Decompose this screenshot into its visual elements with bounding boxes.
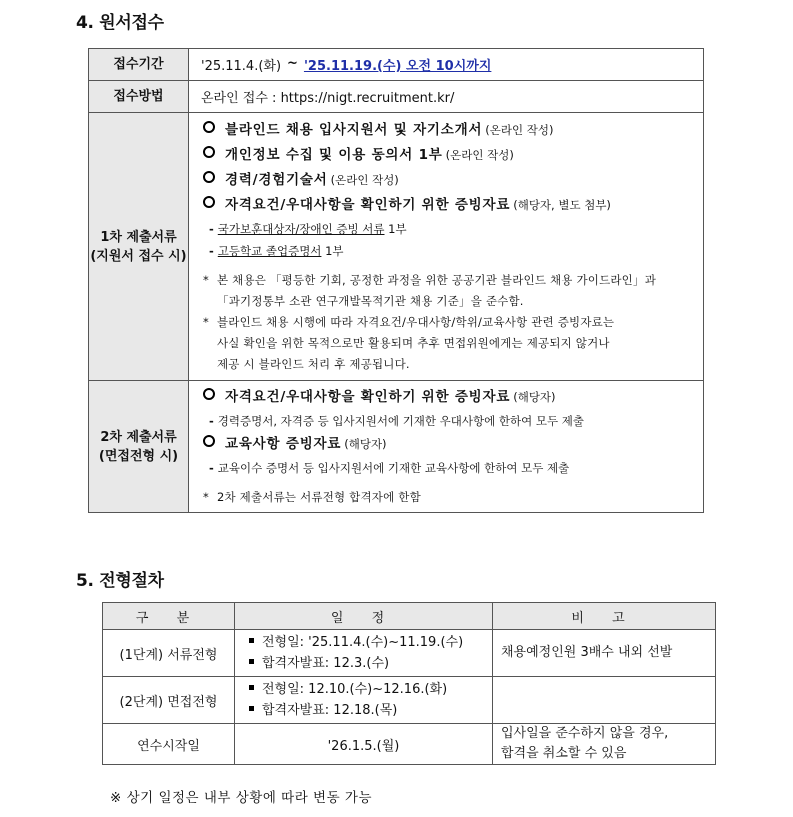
header-remarks: 비 고	[493, 603, 716, 630]
square-bullet-icon	[249, 659, 254, 664]
period-tilde: ~	[287, 56, 298, 71]
stage-cell: (2단계) 면접전형	[103, 677, 235, 724]
first-label-line2: (지원서 접수 시)	[90, 248, 187, 264]
square-bullet-icon	[249, 685, 254, 690]
period-start: '25.11.4.(화)	[201, 59, 282, 74]
period-row	[89, 49, 704, 81]
remark-cell: 채용예정인원 3배수 내외 선발	[493, 630, 716, 677]
first-note: * 본 채용은 「평등한 기회, 공정한 과정을 위한 공공기관 블라인드 채용 가이드라인」과 「과기정통부 소관 연구개발목적기관 채용 기준」을 준수함.	[203, 273, 657, 308]
second-documents-content	[189, 381, 704, 513]
circle-bullet-icon	[203, 435, 215, 447]
method-label: 접수방법	[89, 81, 189, 113]
second-sub-item: - 교육이수 증명서 등 입사지원서에 기재한 교육사항에 한하여 모두 제출	[209, 461, 570, 475]
schedule-cell: 전형일: '25.11.4.(수)~11.19.(수) 합격자발표: 12.3.(수)	[235, 630, 493, 677]
procedure-table	[102, 602, 716, 765]
second-label-line2: (면접전형 시)	[98, 448, 179, 464]
circle-bullet-icon	[203, 388, 215, 400]
second-documents-label	[89, 381, 189, 513]
section-5-title: 5. 전형절차	[76, 571, 164, 591]
square-bullet-icon	[249, 638, 254, 643]
stage-cell: 연수시작일	[103, 724, 235, 765]
square-bullet-icon	[249, 706, 254, 711]
header-schedule: 일 정	[235, 603, 493, 630]
second-note: * 2차 제출서류는 서류전형 합격자에 한함	[203, 490, 421, 504]
first-note: * 블라인드 채용 시행에 따라 자격요건/우대사항/학위/교육사항 관련 증빙자료는 사실 확인을 위한 목적으로만 활용되며 추후 면접위원에게는 제공되지 않거나 제공 시 블라인드 처리 후 제공됩니다.	[203, 315, 615, 371]
method-value: 온라인 접수 : https://nigt.recruitment.kr/	[189, 81, 704, 113]
second-documents-row	[89, 381, 704, 513]
remark-cell	[493, 677, 716, 724]
first-item: 경력/경험기술서 (온라인 작성)	[201, 168, 703, 193]
period-value	[189, 49, 704, 81]
application-table	[88, 48, 704, 513]
first-sub-item: - 고등학교 졸업증명서 1부	[209, 244, 344, 258]
first-item: 자격요건/우대사항을 확인하기 위한 증빙자료 (해당자, 별도 첨부)	[201, 193, 703, 218]
first-item: 블라인드 채용 입사지원서 및 자기소개서 (온라인 작성)	[201, 118, 703, 143]
schedule-cell: 전형일: 12.10.(수)~12.16.(화) 합격자발표: 12.18.(목)	[235, 677, 493, 724]
first-documents-label	[89, 113, 189, 381]
period-end: '25.11.19.(수) 오전 10시까지	[303, 59, 492, 74]
first-label-line1: 1차 제출서류	[100, 229, 177, 245]
first-item: 개인정보 수집 및 이용 동의서 1부 (온라인 작성)	[201, 143, 703, 168]
circle-bullet-icon	[203, 171, 215, 183]
second-item: 자격요건/우대사항을 확인하기 위한 증빙자료 (해당자)	[201, 385, 703, 410]
table-row	[103, 677, 716, 724]
first-documents-content	[189, 113, 704, 381]
second-sub-item: - 경력증명서, 자격증 등 입사지원서에 기재한 우대사항에 한하여 모두 제출	[209, 414, 584, 428]
header-category: 구 분	[103, 603, 235, 630]
remark-cell: 입사일을 준수하지 않을 경우, 합격을 취소할 수 있음	[493, 724, 716, 765]
schedule-cell: '26.1.5.(월)	[235, 724, 493, 765]
second-item: 교육사항 증빙자료 (해당자)	[201, 432, 703, 457]
circle-bullet-icon	[203, 196, 215, 208]
first-documents-row	[89, 113, 704, 381]
stage-cell: (1단계) 서류전형	[103, 630, 235, 677]
period-label: 접수기간	[89, 49, 189, 81]
table-row	[103, 630, 716, 677]
procedure-header-row	[103, 603, 716, 630]
circle-bullet-icon	[203, 121, 215, 133]
circle-bullet-icon	[203, 146, 215, 158]
second-label-line1: 2차 제출서류	[100, 429, 177, 445]
table-row	[103, 724, 716, 765]
section-4-title: 4. 원서접수	[76, 13, 164, 33]
schedule-footnote: ※ 상기 일정은 내부 상황에 따라 변동 가능	[110, 790, 373, 806]
method-row	[89, 81, 704, 113]
first-sub-item: - 국가보훈대상자/장애인 증빙 서류 1부	[209, 222, 407, 236]
